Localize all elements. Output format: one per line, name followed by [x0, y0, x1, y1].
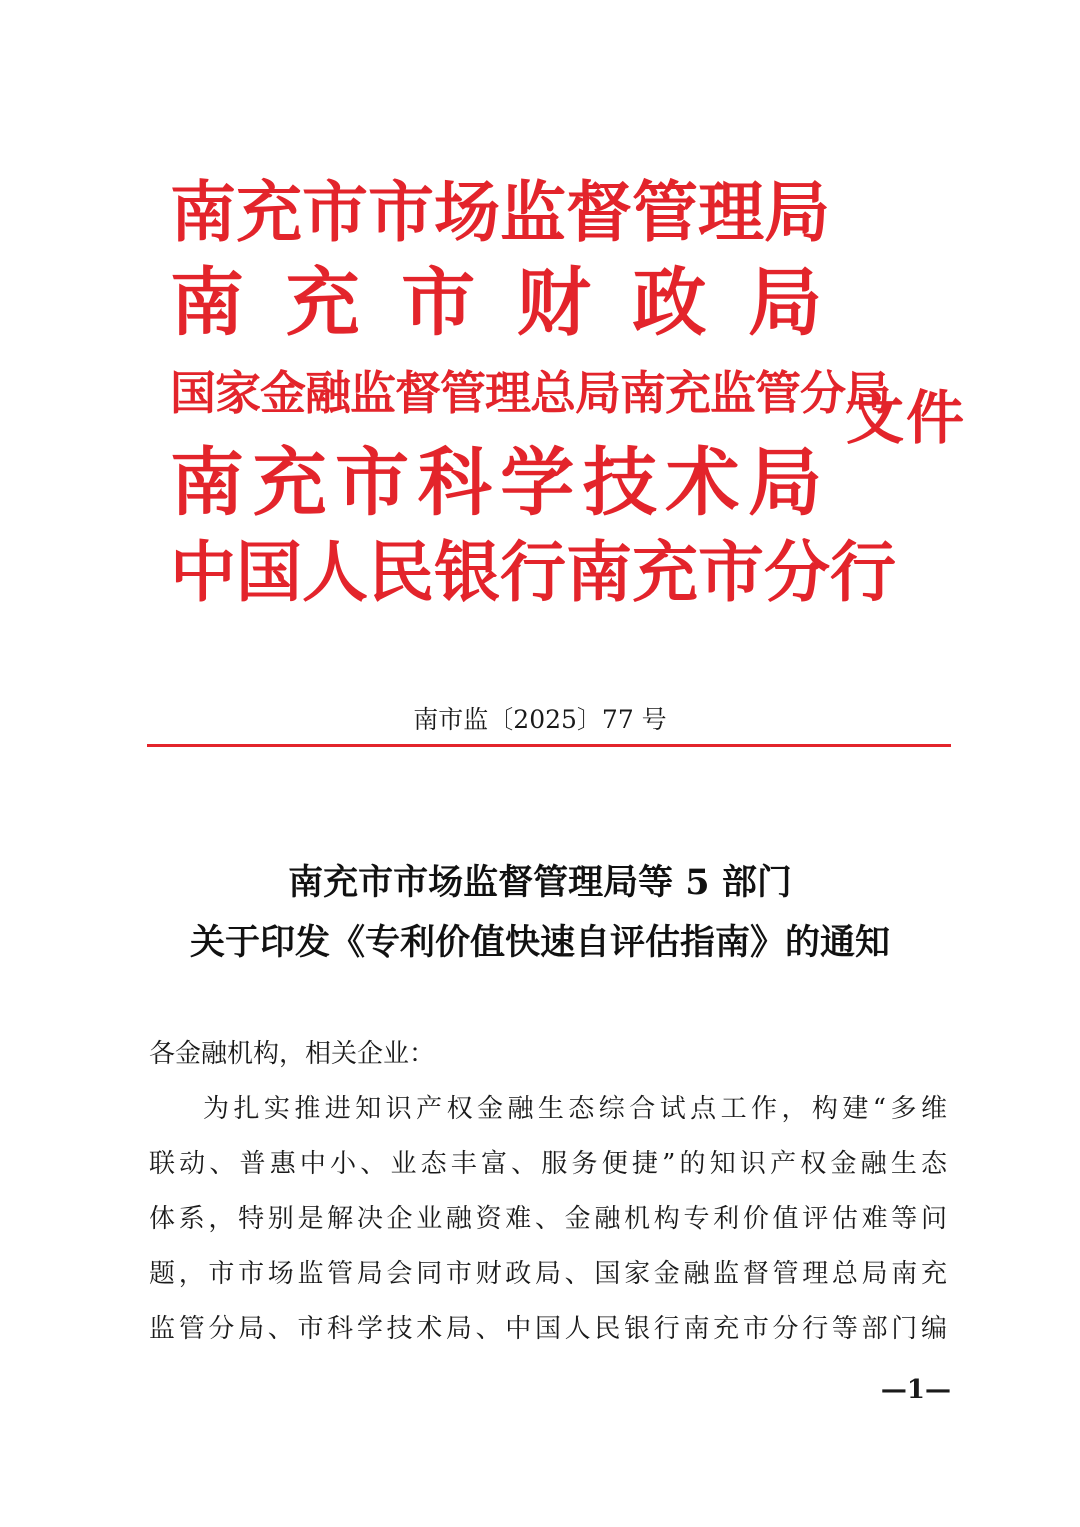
issuer-line: 南充市市场监督管理局	[170, 174, 830, 251]
issuer-line	[170, 258, 822, 348]
document-number: 南市监〔2025〕77 号	[413, 705, 667, 734]
issuer-char: 技	[582, 440, 657, 526]
issuer-char: 术	[665, 440, 740, 526]
red-divider	[147, 744, 951, 747]
body-line: 为扎实推进知识产权金融生态综合试点工作，构建“多维	[203, 1094, 947, 1124]
issuer-line: 中国人民银行南充市分行	[170, 534, 896, 611]
notice-title-line-1: 南充市市场监督管理局等 5 部门	[288, 862, 792, 903]
issuer-char: 市	[335, 440, 410, 526]
issuer-char: 市	[401, 260, 476, 346]
issuer-char: 局	[747, 260, 822, 346]
issuer-char: 南	[170, 260, 244, 346]
issuer-char: 学	[500, 440, 575, 526]
salutation: 各金融机构，相关企业：	[149, 1039, 436, 1069]
issuer-char: 充	[285, 260, 360, 346]
issuer-char: 充	[252, 440, 327, 526]
page-number: —1—	[880, 1375, 951, 1405]
document-type-label: 文件	[846, 384, 967, 452]
body-line: 体系，特别是解决企业融资难、金融机构专利价值评估难等问	[149, 1204, 947, 1234]
issuer-line: 国家金融监督管理总局南充监管分局	[170, 366, 890, 420]
issuer-char: 局	[747, 440, 822, 526]
body-line: 监管分局、市科学技术局、中国人民银行南充市分行等部门编	[149, 1314, 947, 1344]
issuer-block	[170, 168, 896, 618]
body-line: 题，市市场监管局会同市财政局、国家金融监督管理总局南充	[149, 1259, 947, 1289]
issuer-char: 财	[516, 260, 591, 346]
body-line: 联动、普惠中小、业态丰富、服务便捷”的知识产权金融生态	[149, 1149, 947, 1179]
issuer-char: 政	[632, 260, 707, 346]
issuer-line	[170, 438, 822, 528]
notice-title-line-2: 关于印发《专利价值快速自评估指南》的通知	[189, 922, 890, 963]
issuer-char: 南	[170, 440, 244, 526]
issuer-char: 科	[417, 440, 492, 526]
